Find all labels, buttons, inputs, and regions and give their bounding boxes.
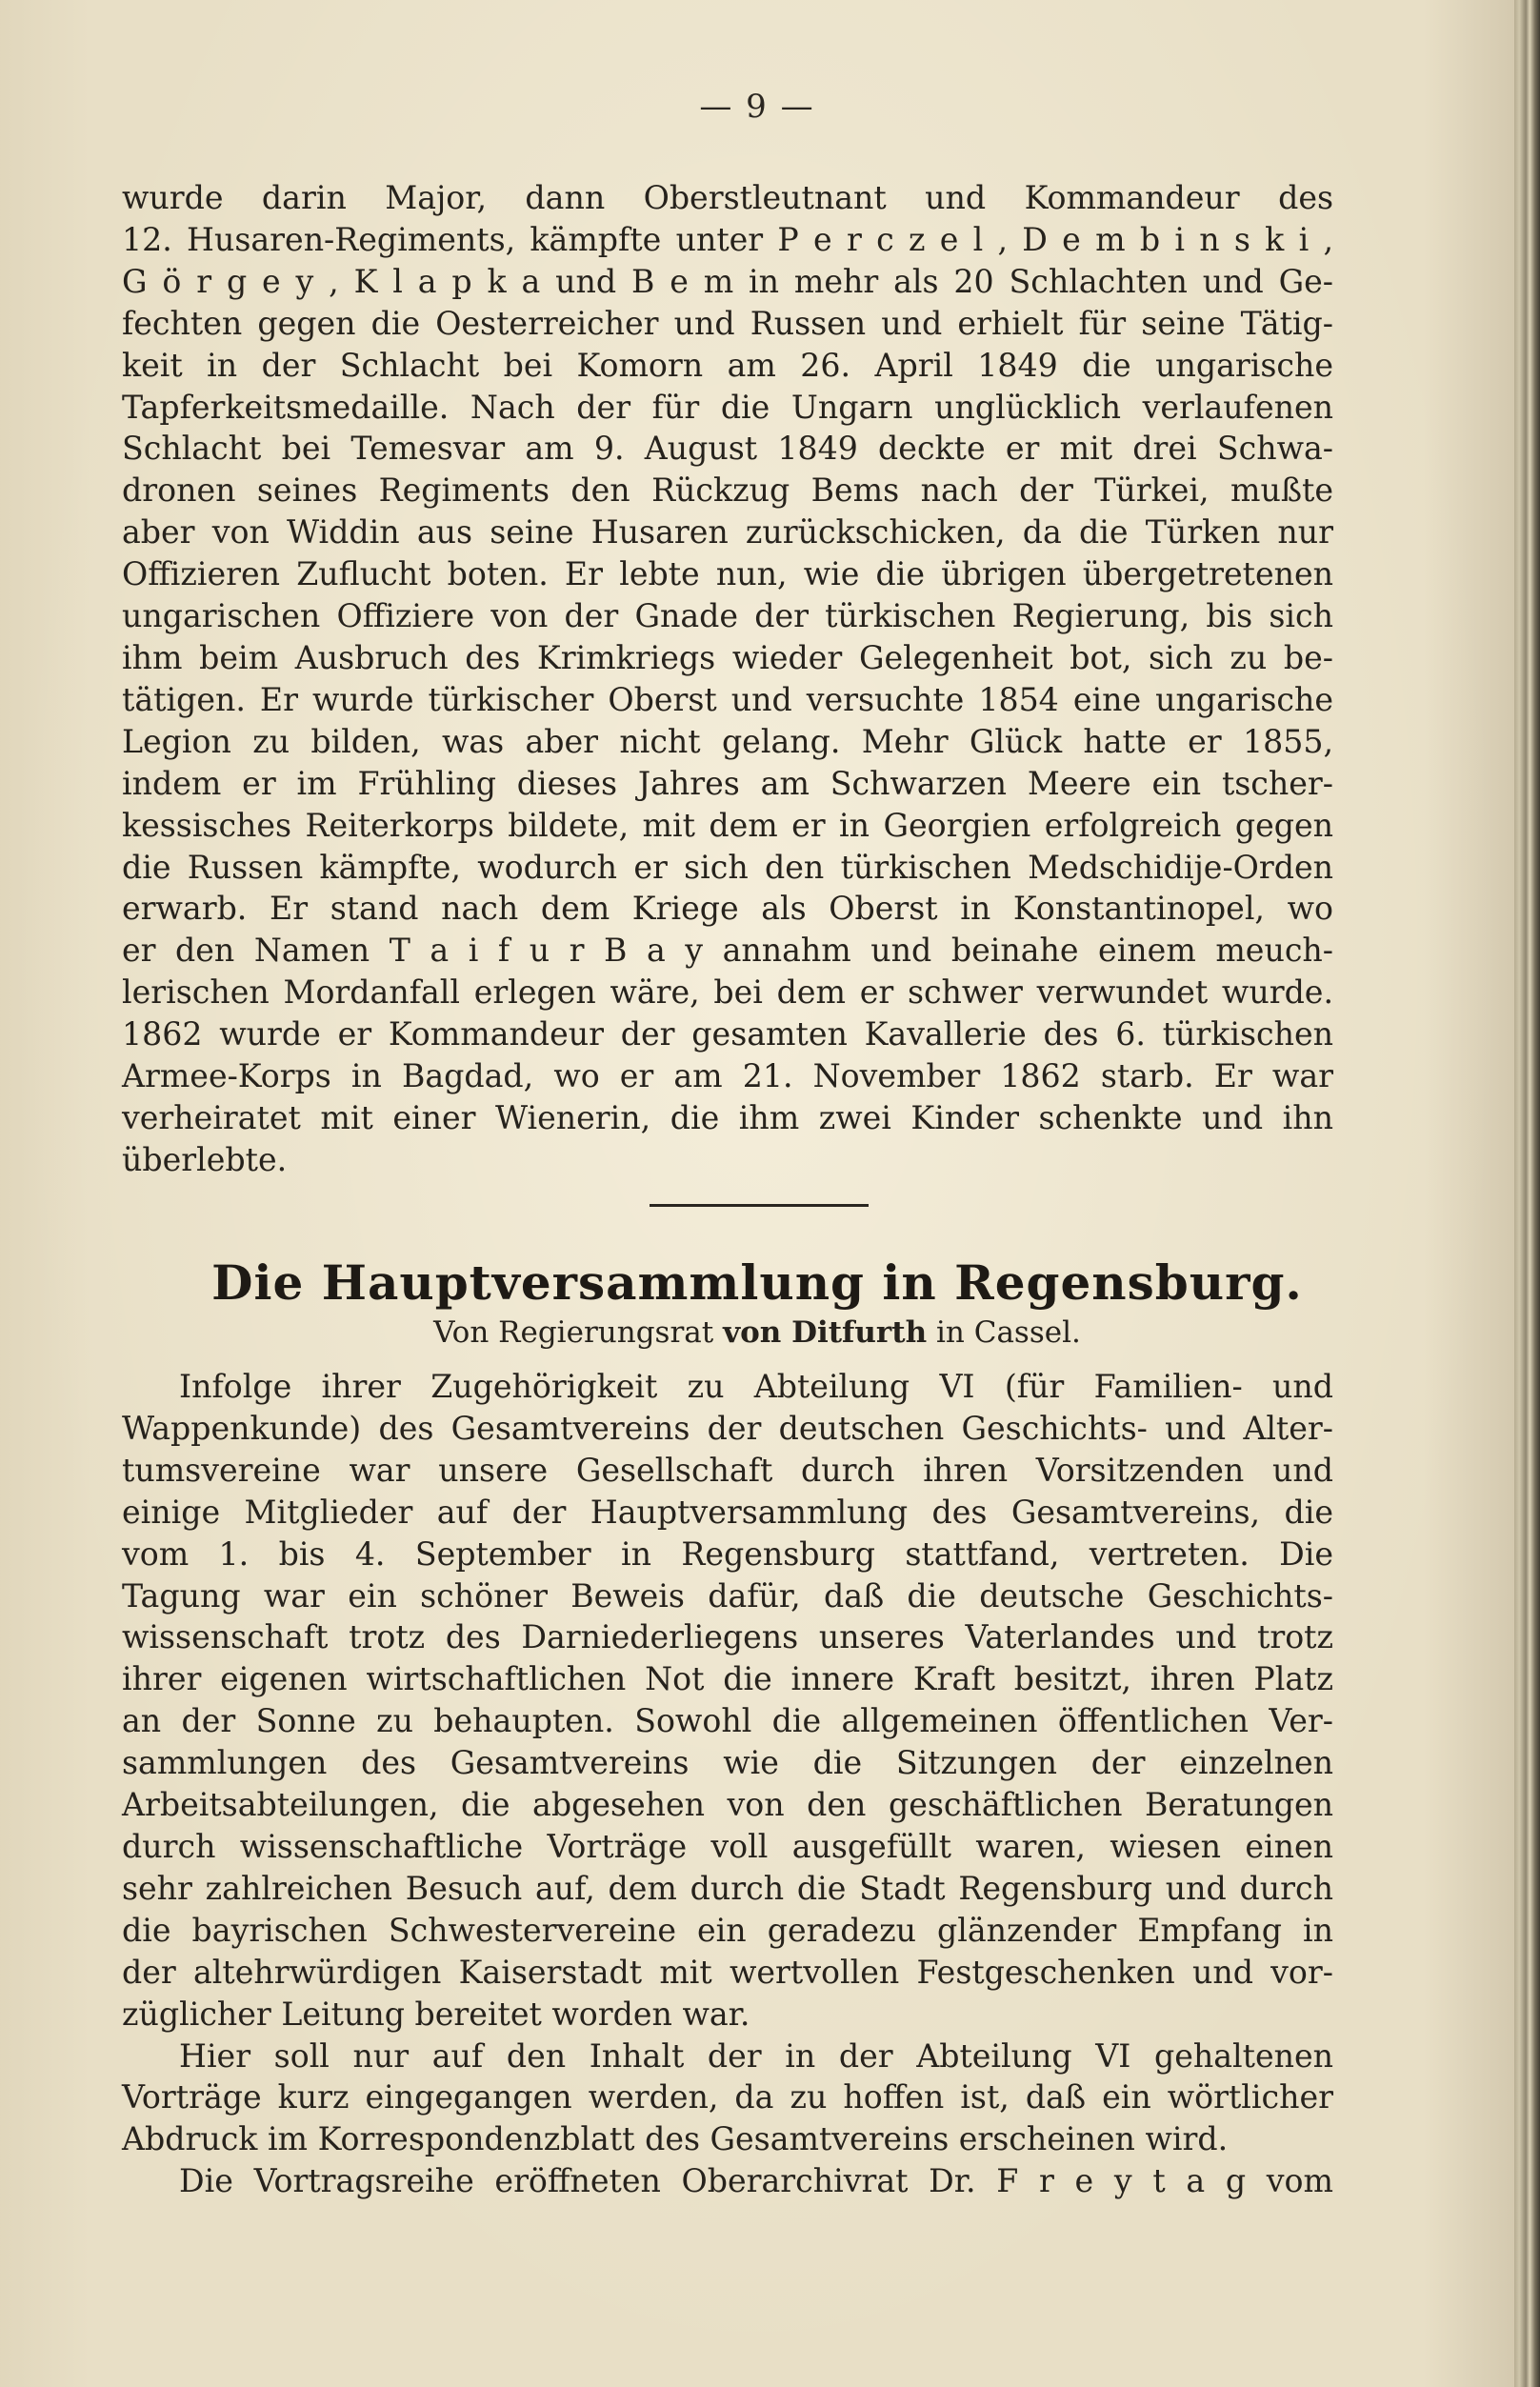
text-line: dronen seines Regiments den Rückzug Bems nach der Türkei, mußte: [122, 471, 1333, 510]
text-line: Wappenkunde) des Gesamtvereins der deutschen Geschichts- und Alter-: [122, 1409, 1333, 1447]
text-line: Tagung war ein schöner Beweis dafür, daß die deutsche Geschichts-: [122, 1576, 1333, 1615]
text-line: Arbeitsabteilungen, die abgesehen von den geschäftlichen Beratungen: [122, 1786, 1333, 1824]
text-line: verheiratet mit einer Wienerin, die ihm zwei Kinder schenkte und ihn: [122, 1098, 1333, 1136]
text-line: indem er im Frühling dieses Jahres am Schwarzen Meere ein tscher-: [122, 764, 1333, 802]
text-line: die Russen kämpfte, wodurch er sich den türkischen Medschidije-Orden: [122, 848, 1333, 886]
text-line: sehr zahlreichen Besuch auf, dem durch die Stadt Regensburg und durch: [122, 1869, 1333, 1907]
text-line: einige Mitglieder auf der Hauptversammlung des Gesamtvereins, die: [122, 1493, 1333, 1531]
text-line: lerischen Mordanfall erlegen wäre, bei dem er schwer verwundet wurde.: [122, 973, 1333, 1012]
text-line: wurde darin Major, dann Oberstleutnant und Kommandeur des: [122, 179, 1333, 216]
text-line: Hier soll nur auf den Inhalt der in der Abteilung VI gehaltenen: [179, 2036, 1333, 2075]
byline-suffix: in Cassel.: [936, 1315, 1081, 1350]
text-line: Schlacht bei Temesvar am 9. August 1849 deckte er mit drei Schwa-: [122, 430, 1333, 468]
text-line: ihm beim Ausbruch des Krimkriegs wieder Gelegenheit bot, sich zu be-: [122, 638, 1333, 676]
text-line: die bayrischen Schwestervereine ein geradezu glänzender Empfang in: [122, 1911, 1333, 1949]
biography-paragraph: [122, 177, 1333, 1181]
text-line: tätigen. Er wurde türkischer Oberst und versuchte 1854 eine ungarische: [122, 680, 1333, 718]
text-line: Abdruck im Korrespondenzblatt des Gesamtvereins erscheinen wird.: [122, 2120, 1229, 2158]
byline-author: von Ditfurth: [723, 1315, 928, 1350]
text-line: durch wissenschaftliche Vorträge voll ausgefüllt waren, wiesen einen: [122, 1827, 1333, 1865]
text-line: G ö r g e y , K l a p k a und B e m in mehr als 20 Schlachten und Ge-: [122, 262, 1333, 300]
article-title: Die Hauptversammlung in Regensburg.: [211, 1254, 1303, 1311]
text-line: wissenschaft trotz des Darniederliegens unseres Vaterlandes und trotz: [122, 1618, 1333, 1656]
text-line: fechten gegen die Oesterreicher und Russen und erhielt für seine Tätig-: [122, 304, 1333, 342]
section-divider: [650, 1204, 869, 1207]
text-line: Legion zu bilden, was aber nicht gelang. Mehr Glück hatte er 1855,: [122, 722, 1333, 760]
text-line: 1862 wurde er Kommandeur der gesamten Kavallerie des 6. türkischen: [122, 1015, 1333, 1053]
text-line: züglicher Leitung bereitet worden war.: [122, 1995, 750, 2033]
text-line: Infolge ihrer Zugehörigkeit zu Abteilung VI (für Familien- und: [179, 1368, 1333, 1405]
text-line: sammlungen des Gesamtvereins wie die Sitzungen der einzelnen: [122, 1744, 1333, 1782]
text-line: ungarischen Offiziere von der Gnade der türkischen Regierung, bis sich: [122, 597, 1333, 635]
article-body: [122, 1366, 1333, 2202]
text-line: vom 1. bis 4. September in Regensburg stattfand, vertreten. Die: [122, 1534, 1333, 1573]
text-line: Tapferkeitsmedaille. Nach der für die Ungarn unglücklich verlaufenen: [122, 388, 1333, 426]
byline-prefix: Von Regierungsrat: [433, 1315, 714, 1350]
text-line: er den Namen T a i f u r B a y annahm und beinahe einem meuch-: [122, 932, 1333, 970]
text-line: tumsvereine war unsere Gesellschaft durch ihren Vorsitzenden und: [122, 1451, 1333, 1489]
article-byline: [0, 1315, 1514, 1350]
page-edge: [1514, 0, 1540, 2387]
text-line: an der Sonne zu behaupten. Sowohl die allgemeinen öffentlichen Ver-: [122, 1702, 1333, 1740]
text-line: aber von Widdin aus seine Husaren zurückschicken, da die Türken nur: [122, 513, 1333, 552]
text-line: Offizieren Zuflucht boten. Er lebte nun, wie die übrigen übergetretenen: [122, 555, 1333, 593]
text-line: Die Vortragsreihe eröffneten Oberarchivrat Dr. F r e y t a g vom: [179, 2162, 1333, 2200]
page-number: — 9 —: [699, 88, 815, 126]
text-line: erwarb. Er stand nach dem Kriege als Oberst in Konstantinopel, wo: [122, 890, 1333, 928]
text-line: überlebte.: [122, 1140, 288, 1178]
text-line: kessisches Reiterkorps bildete, mit dem er in Georgien erfolgreich gegen: [122, 806, 1333, 844]
text-line: der altehrwürdigen Kaiserstadt mit wertvollen Festgeschenken und vor-: [122, 1953, 1333, 1991]
text-line: keit in der Schlacht bei Komorn am 26. April 1849 die ungarische: [122, 346, 1333, 384]
text-line: ihrer eigenen wirtschaftlichen Not die innere Kraft besitzt, ihren Platz: [122, 1660, 1333, 1698]
text-line: Vorträge kurz eingegangen werden, da zu hoffen ist, daß ein wörtlicher: [122, 2078, 1333, 2116]
text-line: 12. Husaren-Regiments, kämpfte unter P e r c z e l , D e m b i n s k i ,: [122, 220, 1333, 258]
text-line: Armee-Korps in Bagdad, wo er am 21. November 1862 starb. Er war: [122, 1057, 1333, 1095]
